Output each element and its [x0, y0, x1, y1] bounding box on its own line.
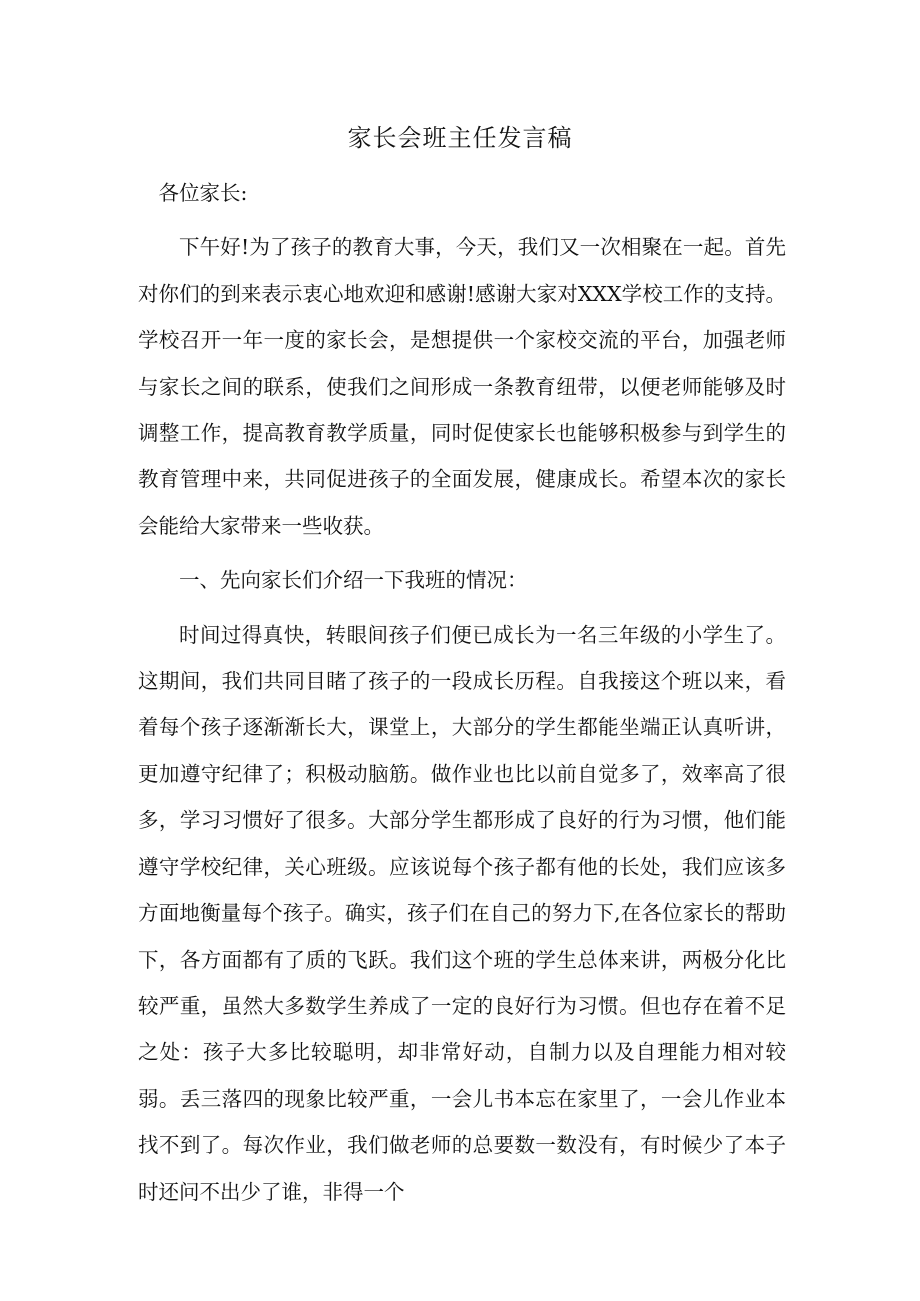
document-body [138, 170, 786, 1215]
salutation: 各位家长: [158, 181, 248, 205]
document-title: 家长会班主任发言稿 [347, 124, 573, 152]
section-heading: 一、先向家长们介绍一下我班的情况： [179, 568, 528, 593]
paragraph-class-situation: 时间过得真快，转眼间孩子们便已成长为一名三年级的小学生了。这期间，我们共同目睹了孩子的一段成长历程。自我接这个班以来，看着每个孩子逐渐渐长大，课堂上，大部分的学生都能坐端正认真听讲，更加遵守纪律了；积极动脑筋。做作业也比以前自觉多了，效率高了很多，学习习惯好了很多。大部分学生都形成了良好的行为习惯，他们能遵守学校纪律，关心班级。应该说每个孩子都有他的长处，我们应该多方面地衡量每个孩子。确实，孩子们在自己的努力下,在各位家长的帮助下，各方面都有了质的飞跃。我们这个班的学生总体来讲，两极分化比较严重，虽然大多数学生养成了一定的良好行为习惯。但也存在着不足之处：孩子大多比较聪明，却非常好动，自制力以及自理能力相对较弱。丢三落四的现象比较严重，一会儿书本忘在家里了，一会儿作业本找不到了。每次作业，我们做老师的总要数一数没有，有时候少了本子时还问不出少了谁，非得一个 [138, 622, 786, 1204]
paragraph-opening: 下午好!为了孩子的教育大事，今天，我们又一次相聚在一起。首先对你们的到来表示衷心地欢迎和感谢!感谢大家对XXX学校工作的支持。学校召开一年一度的家长会，是想提供一个家校交流的平台，加强老师与家长之间的联系，使我们之间形成一条教育纽带，以便老师能够及时调整工作，提高教育教学质量，同时促使家长也能够积极参与到学生的教育管理中来，共同促进孩子的全面发展，健康成长。希望本次的家长会能给大家带来一些收获。 [138, 235, 786, 538]
